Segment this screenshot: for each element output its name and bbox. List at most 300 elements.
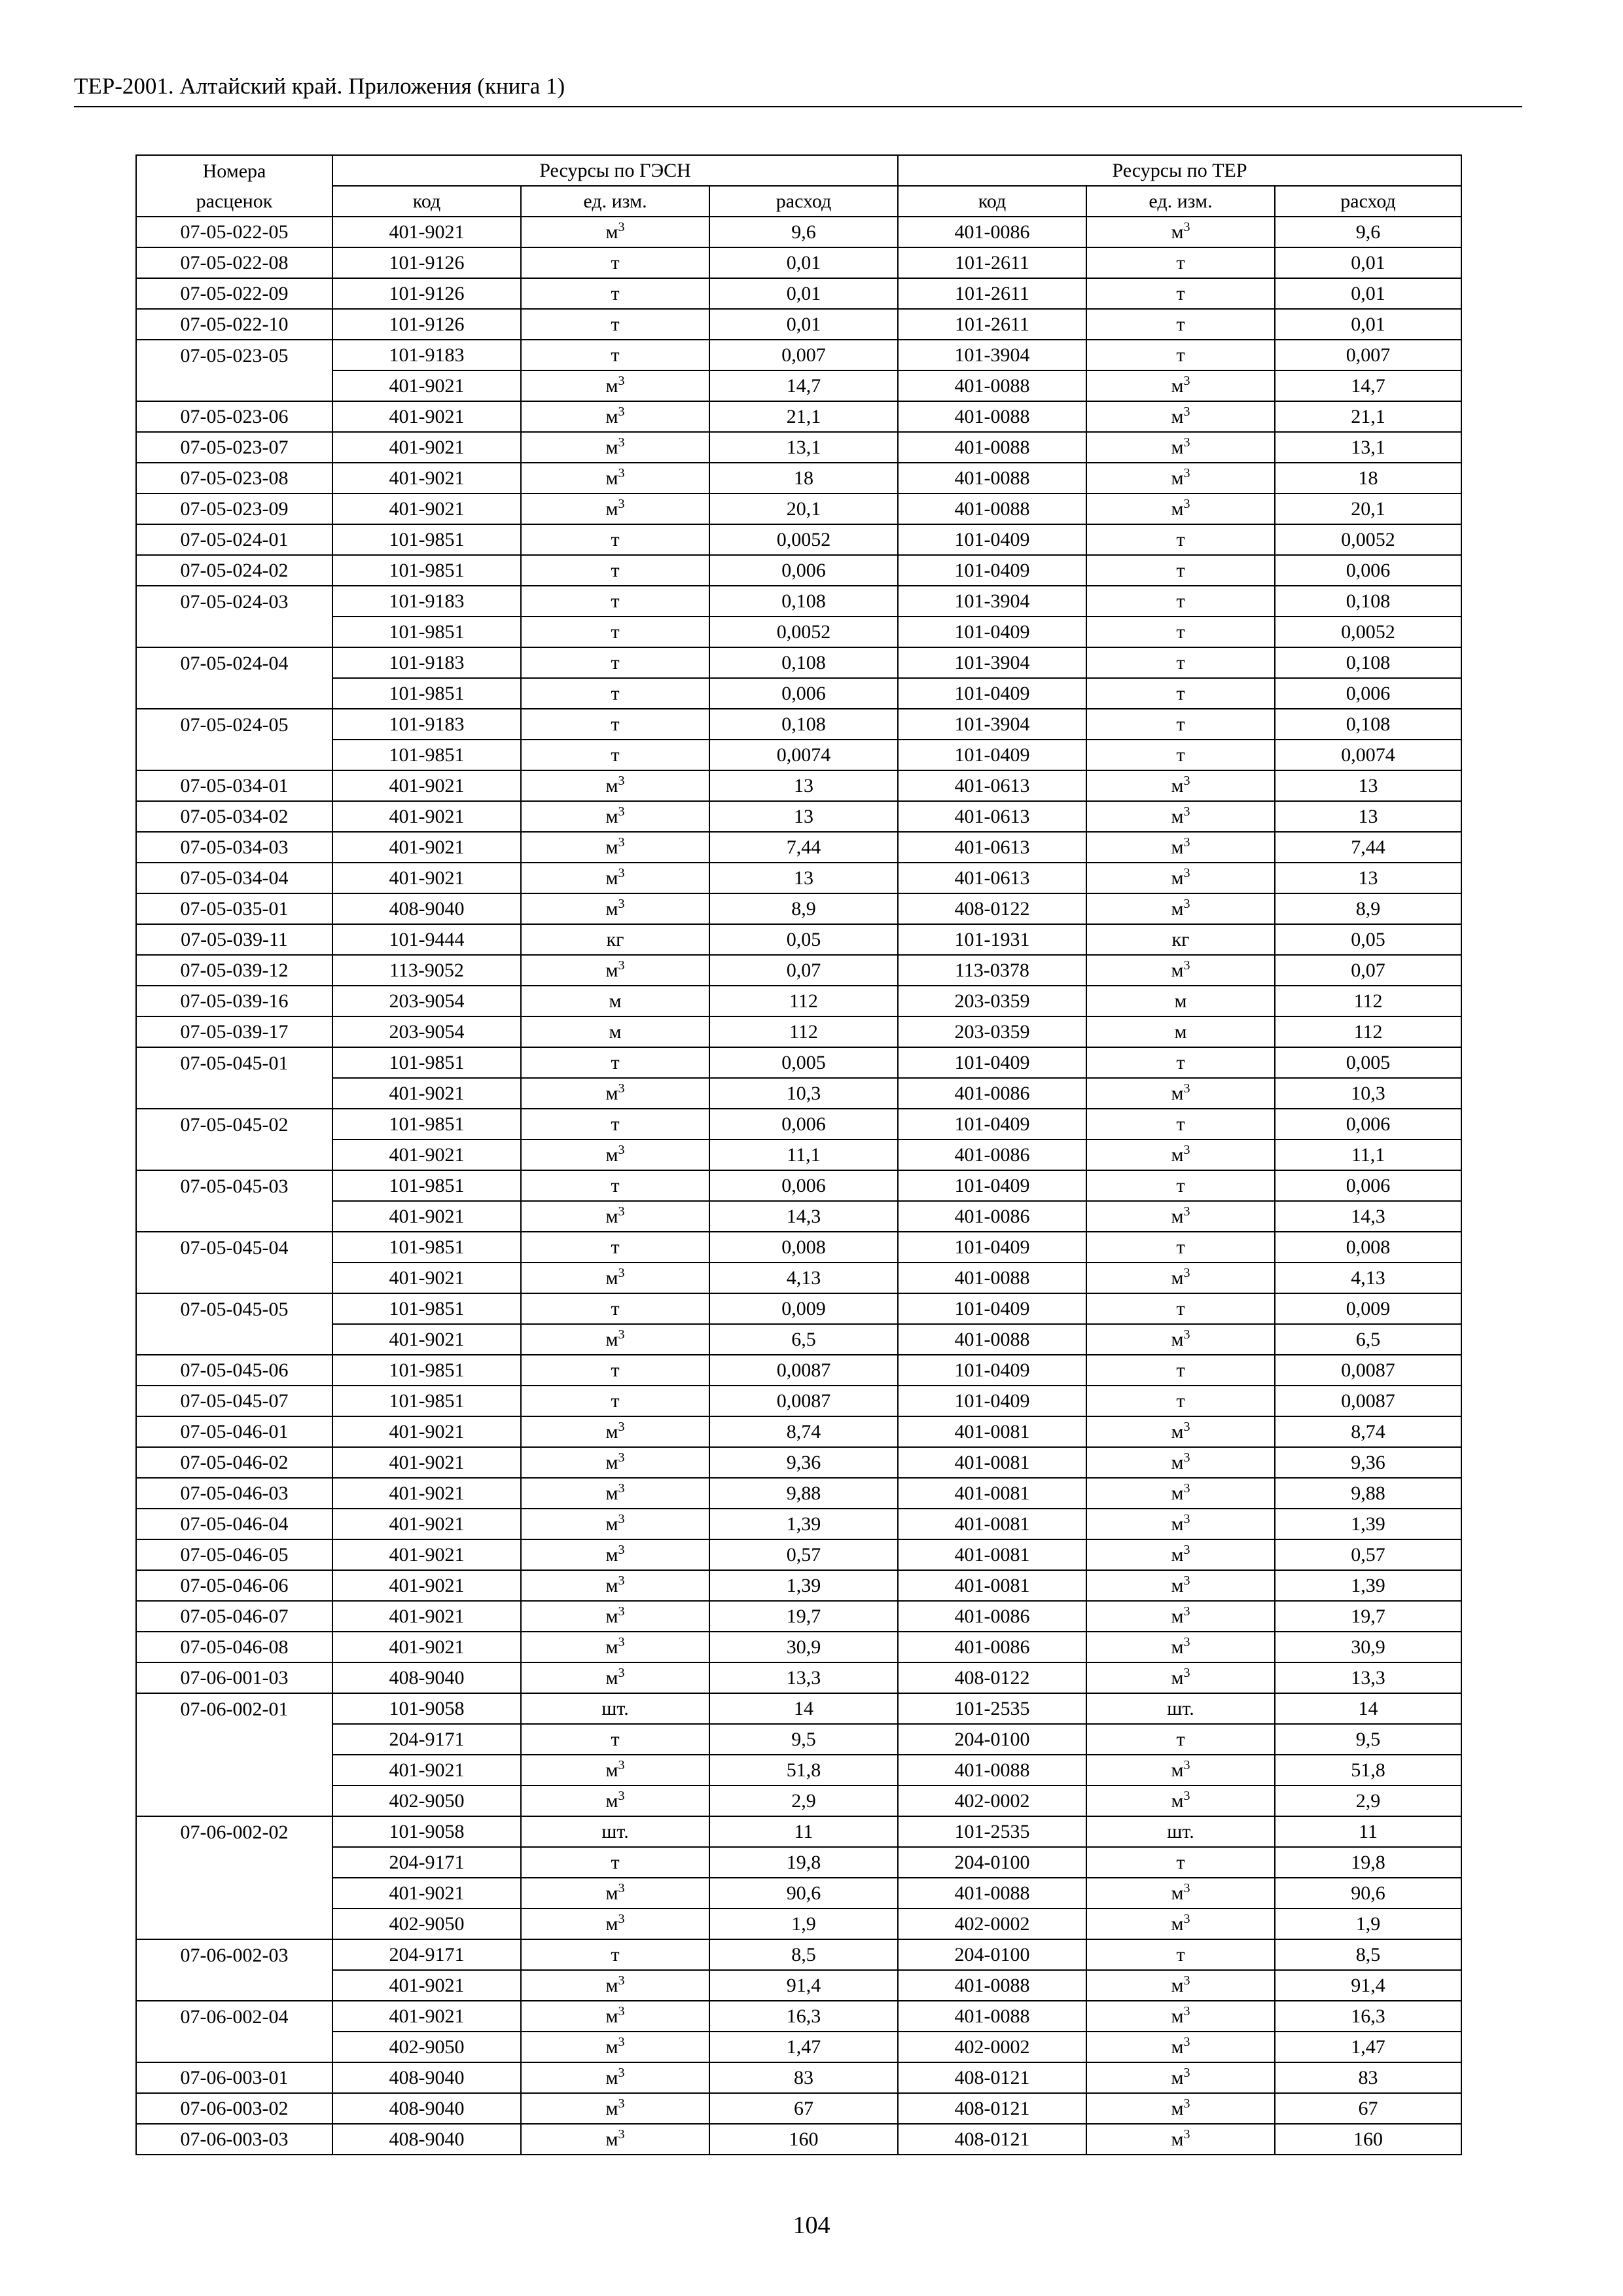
rate-number-cell	[136, 1755, 332, 1785]
gesn-code-cell: 401-9021	[332, 1078, 521, 1109]
gesn-code-cell: 101-9851	[332, 678, 521, 709]
ter-unit-cell: $м^3$	[1086, 1139, 1275, 1170]
gesn-code-cell: 408-9040	[332, 893, 521, 924]
gesn-code-cell: 101-9851	[332, 1355, 521, 1386]
ter-code-cell: 401-0088	[898, 463, 1086, 493]
ter-amount-cell: 112	[1275, 1016, 1461, 1047]
table-row	[136, 586, 1461, 617]
ter-amount-cell: 13,1	[1275, 432, 1461, 463]
ter-code-cell: 101-0409	[898, 617, 1086, 647]
ter-unit-cell: $м^3$	[1086, 493, 1275, 524]
gesn-amount-cell: 14	[709, 1693, 898, 1724]
ter-amount-cell: 10,3	[1275, 1078, 1461, 1109]
gesn-unit-cell: т	[521, 340, 709, 370]
ter-amount-header: расход	[1275, 186, 1461, 217]
gesn-unit-cell: $м^3$	[521, 2001, 709, 2032]
ter-amount-cell: 9,5	[1275, 1724, 1461, 1755]
gesn-unit-header: ед. изм.	[521, 186, 709, 217]
gesn-unit-cell: т	[521, 1939, 709, 1970]
rate-number-cell: 07-06-002-01	[136, 1693, 332, 1724]
gesn-code-cell: 401-9021	[332, 493, 521, 524]
gesn-amount-cell: 14,3	[709, 1201, 898, 1232]
ter-unit-cell: т	[1086, 1847, 1275, 1878]
gesn-unit-cell: $м^3$	[521, 1263, 709, 1293]
ter-code-cell: 401-0081	[898, 1570, 1086, 1601]
gesn-code-cell: 101-9851	[332, 1293, 521, 1324]
table-row	[136, 1201, 1461, 1232]
gesn-unit-cell: $м^3$	[521, 832, 709, 863]
ter-amount-cell: 0,006	[1275, 678, 1461, 709]
gesn-code-cell: 101-9058	[332, 1816, 521, 1847]
gesn-unit-cell: шт.	[521, 1693, 709, 1724]
ter-unit-cell: $м^3$	[1086, 955, 1275, 986]
table-row	[136, 1170, 1461, 1201]
ter-unit-cell: м	[1086, 1016, 1275, 1047]
ter-amount-cell: 67	[1275, 2093, 1461, 2124]
ter-unit-cell: т	[1086, 278, 1275, 309]
ter-amount-cell: 0,108	[1275, 586, 1461, 617]
gesn-amount-cell: 0,006	[709, 678, 898, 709]
gesn-code-cell: 402-9050	[332, 1785, 521, 1816]
gesn-code-cell: 408-9040	[332, 2062, 521, 2093]
ter-code-cell: 401-0086	[898, 217, 1086, 247]
gesn-unit-cell: $м^3$	[521, 463, 709, 493]
ter-amount-cell: 0,05	[1275, 924, 1461, 955]
gesn-unit-cell: $м^3$	[521, 1970, 709, 2001]
gesn-amount-cell: 18	[709, 463, 898, 493]
ter-amount-cell: 8,74	[1275, 1416, 1461, 1447]
ter-unit-cell: $м^3$	[1086, 1662, 1275, 1693]
ter-unit-cell: т	[1086, 647, 1275, 678]
rate-number-cell: 07-05-023-07	[136, 432, 332, 463]
gesn-code-cell: 401-9021	[332, 1755, 521, 1785]
gesn-code-cell: 101-9851	[332, 1109, 521, 1139]
table-row	[136, 493, 1461, 524]
col-rate-number-header-2: расценок	[136, 186, 332, 217]
ter-amount-cell: 19,8	[1275, 1847, 1461, 1878]
gesn-unit-cell: м	[521, 986, 709, 1016]
gesn-unit-cell: $м^3$	[521, 2062, 709, 2093]
table-row	[136, 1601, 1461, 1632]
ter-unit-cell: $м^3$	[1086, 1263, 1275, 1293]
gesn-code-cell: 401-9021	[332, 1478, 521, 1509]
ter-unit-cell: $м^3$	[1086, 1324, 1275, 1355]
rate-number-cell	[136, 617, 332, 647]
rate-number-cell: 07-05-046-07	[136, 1601, 332, 1632]
rate-number-cell	[136, 1324, 332, 1355]
ter-amount-cell: 13	[1275, 770, 1461, 801]
ter-code-cell: 101-1931	[898, 924, 1086, 955]
ter-code-cell: 101-2611	[898, 247, 1086, 278]
gesn-unit-cell: $м^3$	[521, 1632, 709, 1662]
ter-unit-cell: $м^3$	[1086, 1970, 1275, 2001]
ter-unit-cell: т	[1086, 340, 1275, 370]
rate-number-cell: 07-05-045-04	[136, 1232, 332, 1263]
ter-amount-cell: 1,47	[1275, 2032, 1461, 2062]
gesn-unit-cell: т	[521, 1047, 709, 1078]
rate-number-cell: 07-06-002-03	[136, 1939, 332, 1970]
gesn-unit-cell: т	[521, 647, 709, 678]
ter-amount-cell: 16,3	[1275, 2001, 1461, 2032]
gesn-code-cell: 401-9021	[332, 463, 521, 493]
table-row	[136, 1970, 1461, 2001]
gesn-unit-cell: т	[521, 278, 709, 309]
gesn-amount-cell: 19,8	[709, 1847, 898, 1878]
table-row	[136, 1293, 1461, 1324]
gesn-unit-cell: т	[521, 309, 709, 340]
gesn-unit-cell: $м^3$	[521, 1509, 709, 1539]
gesn-amount-cell: 0,108	[709, 647, 898, 678]
ter-code-cell: 401-0081	[898, 1539, 1086, 1570]
ter-code-cell: 101-2611	[898, 309, 1086, 340]
ter-amount-cell: 7,44	[1275, 832, 1461, 863]
ter-amount-cell: 91,4	[1275, 1970, 1461, 2001]
ter-unit-cell: шт.	[1086, 1693, 1275, 1724]
gesn-code-cell: 401-9021	[332, 217, 521, 247]
rate-number-cell: 07-05-045-03	[136, 1170, 332, 1201]
gesn-amount-cell: 0,01	[709, 309, 898, 340]
gesn-amount-cell: 0,0052	[709, 617, 898, 647]
gesn-amount-cell: 67	[709, 2093, 898, 2124]
table-row	[136, 740, 1461, 770]
gesn-code-cell: 204-9171	[332, 1724, 521, 1755]
gesn-unit-cell: $м^3$	[521, 2093, 709, 2124]
rate-number-cell: 07-05-046-08	[136, 1632, 332, 1662]
gesn-code-cell: 401-9021	[332, 1570, 521, 1601]
rate-number-cell: 07-05-034-03	[136, 832, 332, 863]
table-row	[136, 678, 1461, 709]
gesn-unit-cell: $м^3$	[521, 1601, 709, 1632]
table-row	[136, 893, 1461, 924]
ter-unit-cell: т	[1086, 524, 1275, 555]
gesn-amount-cell: 11	[709, 1816, 898, 1847]
gesn-unit-cell: $м^3$	[521, 1324, 709, 1355]
ter-unit-cell: $м^3$	[1086, 1601, 1275, 1632]
ter-amount-cell: 14	[1275, 1693, 1461, 1724]
rate-number-cell	[136, 740, 332, 770]
ter-code-cell: 401-0088	[898, 1324, 1086, 1355]
ter-amount-cell: 18	[1275, 463, 1461, 493]
gesn-amount-cell: 0,57	[709, 1539, 898, 1570]
gesn-unit-cell: $м^3$	[521, 1662, 709, 1693]
gesn-amount-cell: 10,3	[709, 1078, 898, 1109]
gesn-unit-cell: шт.	[521, 1816, 709, 1847]
table-row	[136, 832, 1461, 863]
table-row	[136, 1109, 1461, 1139]
gesn-unit-cell: т	[521, 1109, 709, 1139]
table-row	[136, 340, 1461, 370]
resources-table	[135, 154, 1462, 2155]
ter-amount-cell: 11	[1275, 1816, 1461, 1847]
ter-amount-cell: 51,8	[1275, 1755, 1461, 1785]
table-row	[136, 309, 1461, 340]
gesn-amount-cell: 0,108	[709, 586, 898, 617]
gesn-code-cell: 401-9021	[332, 1539, 521, 1570]
gesn-code-cell: 401-9021	[332, 1970, 521, 2001]
gesn-code-cell: 203-9054	[332, 986, 521, 1016]
gesn-amount-cell: 0,0052	[709, 524, 898, 555]
gesn-code-cell: 408-9040	[332, 2093, 521, 2124]
gesn-unit-cell: $м^3$	[521, 2032, 709, 2062]
ter-unit-header: ед. изм.	[1086, 186, 1275, 217]
rate-number-cell: 07-05-045-02	[136, 1109, 332, 1139]
ter-code-cell: 101-2535	[898, 1693, 1086, 1724]
gesn-unit-cell: т	[521, 1847, 709, 1878]
ter-unit-cell: т	[1086, 1724, 1275, 1755]
gesn-unit-cell: $м^3$	[521, 1139, 709, 1170]
ter-amount-cell: 0,006	[1275, 1109, 1461, 1139]
ter-amount-cell: 0,006	[1275, 1170, 1461, 1201]
gesn-amount-cell: 9,36	[709, 1447, 898, 1478]
gesn-amount-cell: 0,006	[709, 1109, 898, 1139]
ter-unit-cell: $м^3$	[1086, 2124, 1275, 2155]
ter-code-cell: 401-0613	[898, 863, 1086, 893]
rate-number-cell: 07-05-034-01	[136, 770, 332, 801]
ter-unit-cell: т	[1086, 1109, 1275, 1139]
gesn-amount-cell: 0,007	[709, 340, 898, 370]
gesn-unit-cell: $м^3$	[521, 1201, 709, 1232]
ter-amount-cell: 13	[1275, 801, 1461, 832]
header-rule	[74, 106, 1522, 107]
gesn-unit-cell: $м^3$	[521, 401, 709, 432]
ter-unit-cell: кг	[1086, 924, 1275, 955]
table-row	[136, 1416, 1461, 1447]
ter-code-cell: 401-0613	[898, 832, 1086, 863]
table-row	[136, 709, 1461, 740]
table-row	[136, 1939, 1461, 1970]
ter-amount-cell: 9,36	[1275, 1447, 1461, 1478]
rate-number-cell: 07-05-035-01	[136, 893, 332, 924]
ter-unit-cell: т	[1086, 1386, 1275, 1416]
rate-number-cell: 07-05-023-06	[136, 401, 332, 432]
gesn-amount-cell: 0,01	[709, 247, 898, 278]
ter-amount-cell: 2,9	[1275, 1785, 1461, 1816]
table-row	[136, 555, 1461, 586]
ter-unit-cell: $м^3$	[1086, 1201, 1275, 1232]
gesn-code-header: код	[332, 186, 521, 217]
ter-amount-cell: 13,3	[1275, 1662, 1461, 1693]
ter-code-cell: 101-0409	[898, 1293, 1086, 1324]
gesn-amount-cell: 19,7	[709, 1601, 898, 1632]
gesn-amount-cell: 1,39	[709, 1509, 898, 1539]
page-header-title: ТЕР-2001. Алтайский край. Приложения (книга 1)	[74, 73, 565, 99]
ter-code-cell: 101-0409	[898, 1170, 1086, 1201]
rate-number-cell	[136, 370, 332, 401]
ter-code-cell: 101-2535	[898, 1816, 1086, 1847]
gesn-code-cell: 408-9040	[332, 2124, 521, 2155]
ter-unit-cell: т	[1086, 678, 1275, 709]
table-row	[136, 1632, 1461, 1662]
gesn-code-cell: 401-9021	[332, 1447, 521, 1478]
gesn-code-cell: 101-9851	[332, 1047, 521, 1078]
gesn-amount-cell: 14,7	[709, 370, 898, 401]
gesn-code-cell: 401-9021	[332, 770, 521, 801]
ter-unit-cell: $м^3$	[1086, 893, 1275, 924]
gesn-unit-cell: $м^3$	[521, 1447, 709, 1478]
rate-number-cell	[136, 1970, 332, 2001]
ter-amount-cell: 14,3	[1275, 1201, 1461, 1232]
gesn-code-cell: 408-9040	[332, 1662, 521, 1693]
gesn-unit-cell: $м^3$	[521, 1570, 709, 1601]
gesn-amount-cell: 8,74	[709, 1416, 898, 1447]
rate-number-cell	[136, 678, 332, 709]
gesn-code-cell: 402-9050	[332, 2032, 521, 2062]
table-row	[136, 1324, 1461, 1355]
ter-unit-cell: $м^3$	[1086, 1078, 1275, 1109]
table-row	[136, 1016, 1461, 1047]
gesn-code-cell: 101-9183	[332, 586, 521, 617]
group-ter-header: Ресурсы по ТЕР	[898, 155, 1461, 186]
gesn-unit-cell: т	[521, 586, 709, 617]
rate-number-cell	[136, 1785, 332, 1816]
rate-number-cell: 07-06-002-02	[136, 1816, 332, 1847]
ter-code-cell: 401-0086	[898, 1139, 1086, 1170]
ter-code-cell: 401-0088	[898, 1263, 1086, 1293]
gesn-amount-cell: 13	[709, 801, 898, 832]
ter-code-cell: 401-0081	[898, 1447, 1086, 1478]
gesn-amount-cell: 0,005	[709, 1047, 898, 1078]
gesn-unit-cell: т	[521, 247, 709, 278]
ter-amount-cell: 112	[1275, 986, 1461, 1016]
group-gesn-header: Ресурсы по ГЭСН	[332, 155, 898, 186]
ter-code-cell: 402-0002	[898, 1785, 1086, 1816]
table-row	[136, 1047, 1461, 1078]
gesn-code-cell: 101-9851	[332, 1386, 521, 1416]
ter-unit-cell: $м^3$	[1086, 1755, 1275, 1785]
ter-amount-cell: 1,9	[1275, 1909, 1461, 1939]
ter-amount-cell: 0,0052	[1275, 617, 1461, 647]
gesn-code-cell: 401-9021	[332, 2001, 521, 2032]
ter-unit-cell: т	[1086, 1939, 1275, 1970]
table-row	[136, 1755, 1461, 1785]
gesn-amount-header: расход	[709, 186, 898, 217]
ter-amount-cell: 4,13	[1275, 1263, 1461, 1293]
ter-code-cell: 408-0121	[898, 2062, 1086, 2093]
ter-code-cell: 401-0088	[898, 432, 1086, 463]
table-row	[136, 1816, 1461, 1847]
ter-unit-cell: $м^3$	[1086, 1478, 1275, 1509]
ter-code-cell: 101-0409	[898, 1047, 1086, 1078]
ter-unit-cell: $м^3$	[1086, 401, 1275, 432]
ter-amount-cell: 0,0052	[1275, 524, 1461, 555]
gesn-unit-cell: $м^3$	[521, 1755, 709, 1785]
ter-unit-cell: $м^3$	[1086, 1509, 1275, 1539]
ter-unit-cell: т	[1086, 1170, 1275, 1201]
gesn-unit-cell: т	[521, 1293, 709, 1324]
rate-number-cell: 07-05-034-02	[136, 801, 332, 832]
rate-number-cell	[136, 1078, 332, 1109]
gesn-amount-cell: 11,1	[709, 1139, 898, 1170]
table-row	[136, 278, 1461, 309]
gesn-unit-cell: т	[521, 1170, 709, 1201]
gesn-unit-cell: $м^3$	[521, 1078, 709, 1109]
gesn-amount-cell: 0,0087	[709, 1355, 898, 1386]
ter-unit-cell: $м^3$	[1086, 2032, 1275, 2062]
ter-amount-cell: 0,009	[1275, 1293, 1461, 1324]
ter-code-cell: 401-0088	[898, 1878, 1086, 1909]
gesn-amount-cell: 1,39	[709, 1570, 898, 1601]
table-row	[136, 1662, 1461, 1693]
gesn-unit-cell: т	[521, 555, 709, 586]
ter-unit-cell: $м^3$	[1086, 217, 1275, 247]
ter-unit-cell: $м^3$	[1086, 1539, 1275, 1570]
ter-unit-cell: шт.	[1086, 1816, 1275, 1847]
table-row	[136, 524, 1461, 555]
rate-number-cell: 07-05-045-07	[136, 1386, 332, 1416]
ter-code-cell: 401-0081	[898, 1416, 1086, 1447]
gesn-code-cell: 204-9171	[332, 1939, 521, 1970]
ter-unit-cell: т	[1086, 740, 1275, 770]
ter-amount-cell: 0,0087	[1275, 1355, 1461, 1386]
table-row	[136, 370, 1461, 401]
table-row	[136, 2062, 1461, 2093]
ter-unit-cell: $м^3$	[1086, 432, 1275, 463]
ter-code-cell: 203-0359	[898, 986, 1086, 1016]
ter-unit-cell: $м^3$	[1086, 770, 1275, 801]
ter-unit-cell: $м^3$	[1086, 1416, 1275, 1447]
gesn-code-cell: 204-9171	[332, 1847, 521, 1878]
page-number: 104	[793, 2212, 830, 2239]
gesn-unit-cell: $м^3$	[521, 1416, 709, 1447]
rate-number-cell: 07-05-022-05	[136, 217, 332, 247]
rate-number-cell: 07-05-046-04	[136, 1509, 332, 1539]
gesn-amount-cell: 6,5	[709, 1324, 898, 1355]
rate-number-cell	[136, 2032, 332, 2062]
table-row	[136, 863, 1461, 893]
gesn-amount-cell: 0,07	[709, 955, 898, 986]
rate-number-cell: 07-05-024-03	[136, 586, 332, 617]
ter-amount-cell: 0,57	[1275, 1539, 1461, 1570]
ter-amount-cell: 1,39	[1275, 1509, 1461, 1539]
ter-amount-cell: 9,88	[1275, 1478, 1461, 1509]
gesn-unit-cell: $м^3$	[521, 370, 709, 401]
rate-number-cell: 07-05-046-03	[136, 1478, 332, 1509]
gesn-amount-cell: 9,5	[709, 1724, 898, 1755]
table-row	[136, 617, 1461, 647]
ter-code-cell: 203-0359	[898, 1016, 1086, 1047]
gesn-amount-cell: 90,6	[709, 1878, 898, 1909]
gesn-code-cell: 401-9021	[332, 1324, 521, 1355]
ter-code-cell: 101-3904	[898, 647, 1086, 678]
ter-unit-cell: $м^3$	[1086, 832, 1275, 863]
gesn-code-cell: 401-9021	[332, 1139, 521, 1170]
rate-number-cell: 07-05-039-16	[136, 986, 332, 1016]
ter-code-header: код	[898, 186, 1086, 217]
ter-amount-cell: 1,39	[1275, 1570, 1461, 1601]
gesn-amount-cell: 9,6	[709, 217, 898, 247]
ter-unit-cell: т	[1086, 555, 1275, 586]
rate-number-cell: 07-05-039-11	[136, 924, 332, 955]
ter-unit-cell: $м^3$	[1086, 1785, 1275, 1816]
ter-code-cell: 401-0088	[898, 1970, 1086, 2001]
table-row	[136, 2124, 1461, 2155]
gesn-amount-cell: 83	[709, 2062, 898, 2093]
gesn-amount-cell: 160	[709, 2124, 898, 2155]
gesn-amount-cell: 2,9	[709, 1785, 898, 1816]
ter-code-cell: 401-0613	[898, 770, 1086, 801]
rate-number-cell: 07-05-046-06	[136, 1570, 332, 1601]
ter-unit-cell: $м^3$	[1086, 1447, 1275, 1478]
table-body	[136, 217, 1461, 2155]
ter-unit-cell: $м^3$	[1086, 863, 1275, 893]
rate-number-cell: 07-05-024-01	[136, 524, 332, 555]
rate-number-cell: 07-05-046-01	[136, 1416, 332, 1447]
rate-number-cell: 07-05-023-09	[136, 493, 332, 524]
ter-amount-cell: 11,1	[1275, 1139, 1461, 1170]
ter-code-cell: 401-0088	[898, 370, 1086, 401]
gesn-code-cell: 101-9183	[332, 647, 521, 678]
ter-code-cell: 401-0613	[898, 801, 1086, 832]
